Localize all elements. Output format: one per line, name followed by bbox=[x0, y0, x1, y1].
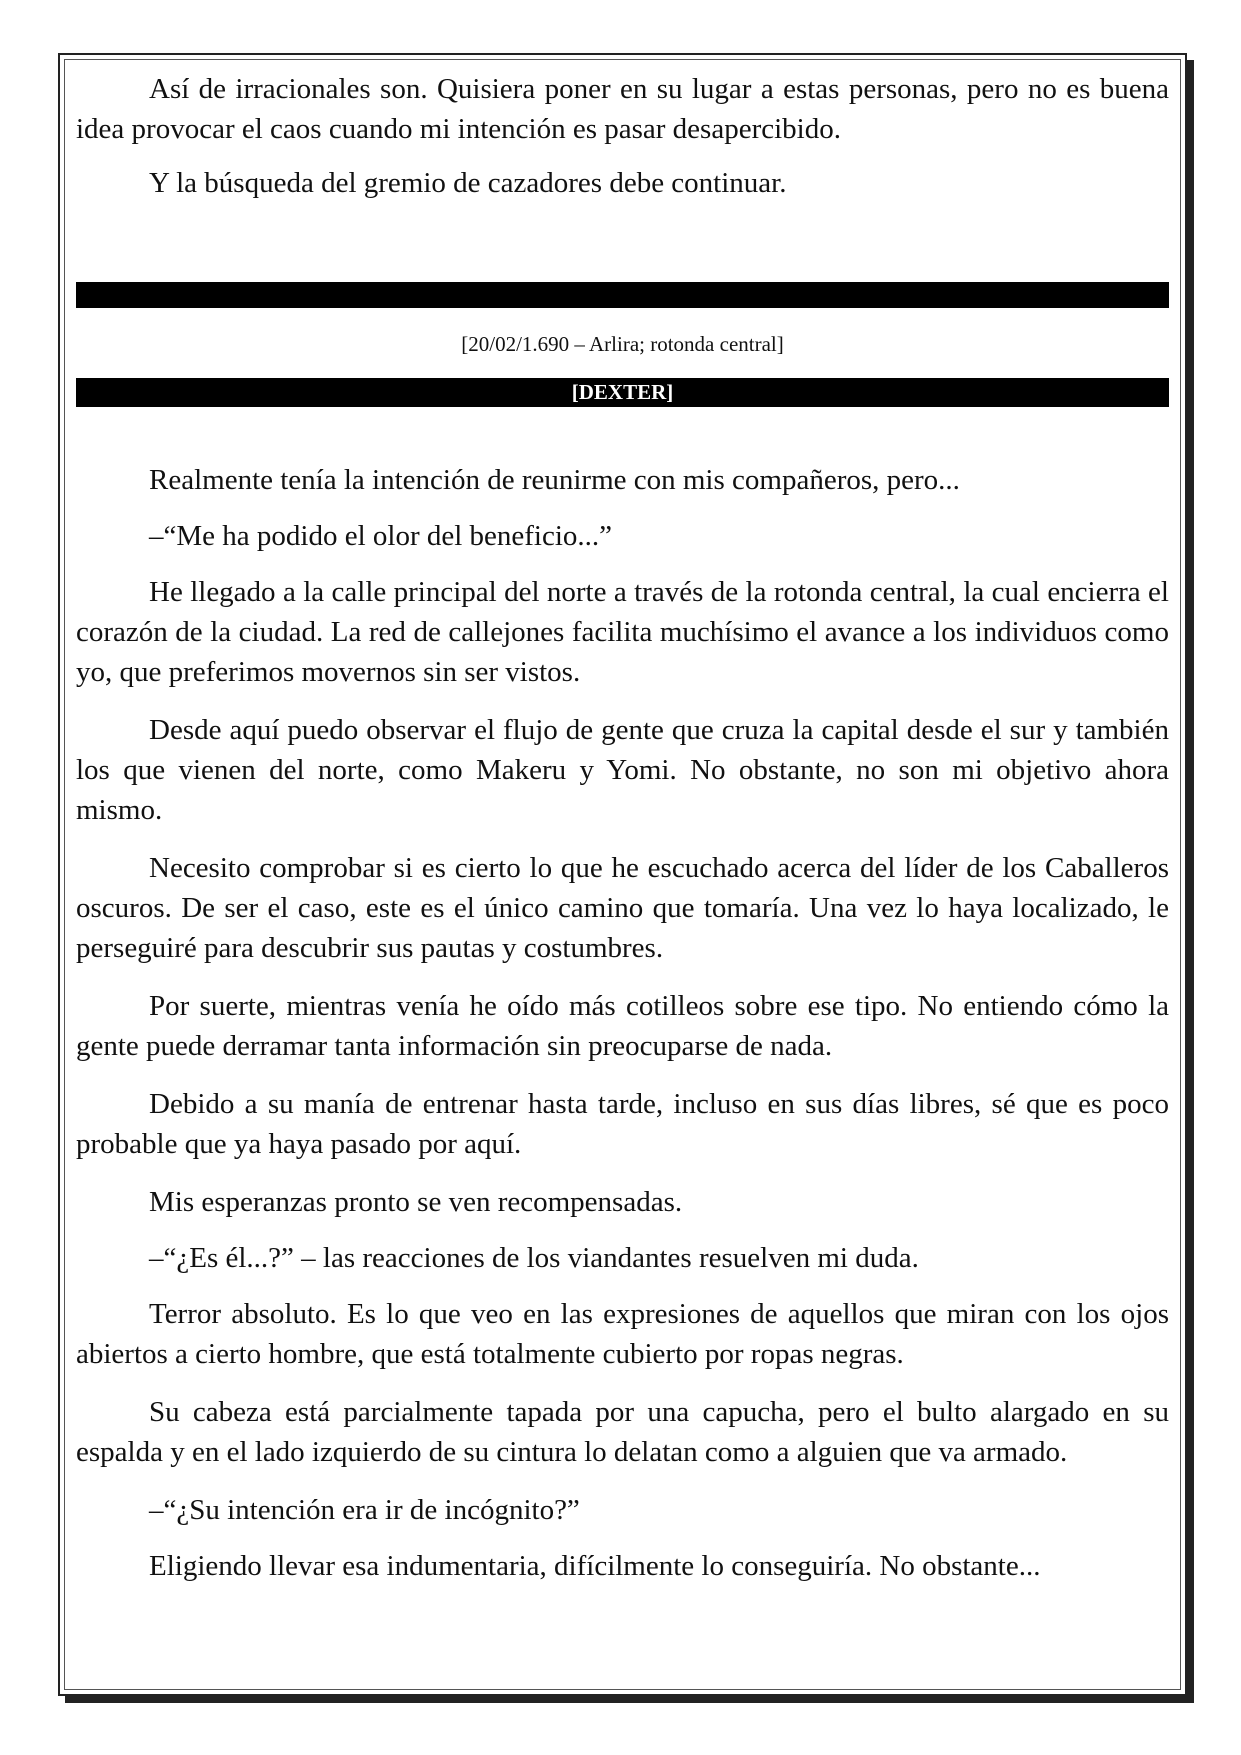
top-text-block bbox=[76, 69, 1169, 203]
dialogue-line: –“Me ha podido el olor del beneficio...” bbox=[149, 520, 613, 552]
dialogue-line: –“¿Su intención era ir de incógnito?” bbox=[149, 1494, 580, 1526]
scene-header: [20/02/1.690 – Arlira; rotonda central] bbox=[461, 332, 784, 356]
paragraph: Por suerte, mientras venía he oído más cotilleos sobre ese tipo. No entiendo cómo la gente puede derramar tanta información sin preocuparse de nada. bbox=[76, 990, 1169, 1062]
body-text-block bbox=[76, 460, 1169, 1604]
section-divider-bar bbox=[76, 282, 1169, 308]
paragraph: Y la búsqueda del gremio de cazadores debe continuar. bbox=[149, 167, 787, 199]
paragraph: Realmente tenía la intención de reunirme con mis compañeros, pero... bbox=[149, 464, 960, 496]
page-content bbox=[76, 69, 1169, 1680]
character-name-bar: [DEXTER] bbox=[76, 378, 1169, 407]
paragraph: He llegado a la calle principal del norte a través de la rotonda central, la cual encierra el corazón de la ciudad. La red de callejones facilita muchísimo el avance a los individuos como yo, que preferimos movernos sin ser vistos. bbox=[76, 576, 1169, 688]
paragraph: Eligiendo llevar esa indumentaria, difícilmente lo conseguiría. No obstante... bbox=[149, 1550, 1041, 1582]
dialogue-line: –“¿Es él...?” – las reacciones de los viandantes resuelven mi duda. bbox=[149, 1242, 919, 1274]
paragraph: Mis esperanzas pronto se ven recompensadas. bbox=[149, 1186, 683, 1218]
paragraph: Debido a su manía de entrenar hasta tarde, incluso en sus días libres, sé que es poco probable que ya haya pasado por aquí. bbox=[76, 1088, 1169, 1160]
paragraph: Su cabeza está parcialmente tapada por una capucha, pero el bulto alargado en su espalda y en el lado izquierdo de su cintura lo delatan como a alguien que va armado. bbox=[76, 1396, 1169, 1468]
page-frame bbox=[58, 53, 1187, 1696]
paragraph: Desde aquí puedo observar el flujo de gente que cruza la capital desde el sur y también los que vienen del norte, como Makeru y Yomi. No obstante, no son mi objetivo ahora mismo. bbox=[76, 714, 1169, 826]
paragraph: Terror absoluto. Es lo que veo en las expresiones de aquellos que miran con los ojos abiertos a cierto hombre, que está totalmente cubierto por ropas negras. bbox=[76, 1298, 1169, 1370]
paragraph: Así de irracionales son. Quisiera poner en su lugar a estas personas, pero no es buena idea provocar el caos cuando mi intención es pasar desapercibido. bbox=[76, 73, 1169, 145]
paragraph: Necesito comprobar si es cierto lo que he escuchado acerca del líder de los Caballeros oscuros. De ser el caso, este es el único camino que tomaría. Una vez lo haya localizado, le perseguiré para descubrir sus pautas y costumbres. bbox=[76, 852, 1169, 964]
